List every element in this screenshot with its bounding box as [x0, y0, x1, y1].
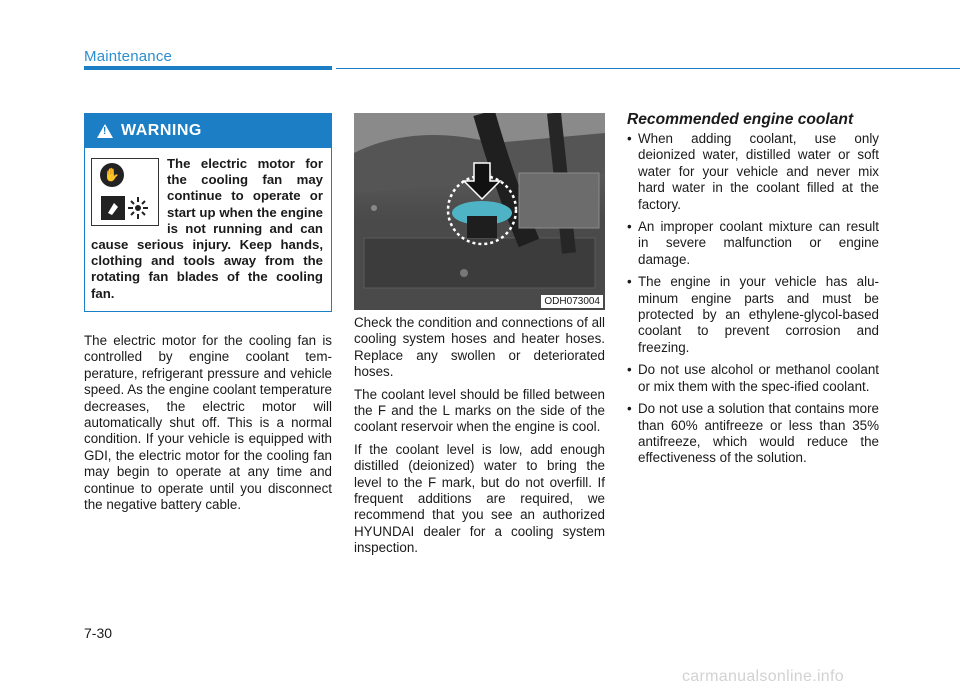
list-item: • Do not use alcohol or methanol coolant or mix them with the spec-ified coolant.	[627, 362, 879, 395]
warning-pictogram	[91, 158, 159, 226]
page-number: 7-30	[84, 625, 113, 641]
left-paragraph: The electric motor for the cooling fan is controlled by engine coolant tem-perature, refrigerant pressure and vehicle speed. As the engine coolant temperature decreases, the electric motor will automatically shut off. This is a normal condition. If your vehicle is equipped with GDI, the electric motor for the cooling fan may begin to operate at any time and continue to operate until you disconnect the negative battery cable.	[84, 333, 332, 513]
stop-hand-icon: ✋	[100, 163, 124, 187]
list-item: • The engine in your vehicle has alu-minum engine parts and must be protected by an ethylene-glycol-based coolant to prevent corrosion and freezing.	[627, 274, 879, 356]
warning-box	[84, 113, 332, 312]
warning-triangle-icon: !	[97, 124, 113, 138]
list-item: • An improper coolant mixture can result in severe malfunction or engine damage.	[627, 219, 879, 268]
watermark: carmanualsonline.info	[682, 668, 844, 685]
warning-title: WARNING	[121, 122, 202, 139]
engine-bay-illustration	[354, 113, 605, 310]
warning-text: The electric motor for the cooling fan may continue to operate or start up when the engine is not running and can cause serious injury. Keep hands, clothing and tools away from the rotating fan blades of the cooling fan.	[91, 156, 323, 301]
middle-paragraph-1: Check the condition and connections of all cooling system hoses and heater hoses. Replace any swollen or deteriorated hoses.	[354, 315, 605, 380]
middle-column	[354, 315, 605, 563]
coolant-heading: Recommended engine coolant	[627, 111, 854, 128]
section-title: Maintenance	[84, 48, 173, 65]
list-item: • Do not use a solution that contains more than 60% antifreeze or less than 35% antifreeze, which would reduce the effectiveness of the solution.	[627, 401, 879, 467]
fan-hazard-icon	[100, 195, 152, 221]
middle-paragraph-3: If the coolant level is low, add enough distilled (deionized) water to bring the level to the F mark, but do not overfill. If frequent additions are required, we recommend that you see an authorized HYUNDAI dealer for a cooling system inspection.	[354, 441, 605, 556]
header-rule-thin	[336, 68, 960, 69]
engine-photo	[354, 113, 605, 310]
left-column	[84, 333, 332, 519]
warning-header	[85, 114, 331, 148]
header-rule-thick	[84, 66, 332, 70]
coolant-bullet-list	[627, 131, 879, 473]
warning-body	[85, 148, 331, 302]
list-item: • When adding coolant, use only deionized water, distilled water or soft water for your vehicle and never mix hard water in the coolant filled at the factory.	[627, 131, 879, 213]
middle-paragraph-2: The coolant level should be filled between the F and the L marks on the side of the coolant reservoir when the engine is cool.	[354, 386, 605, 435]
image-code: ODH073004	[541, 295, 603, 308]
